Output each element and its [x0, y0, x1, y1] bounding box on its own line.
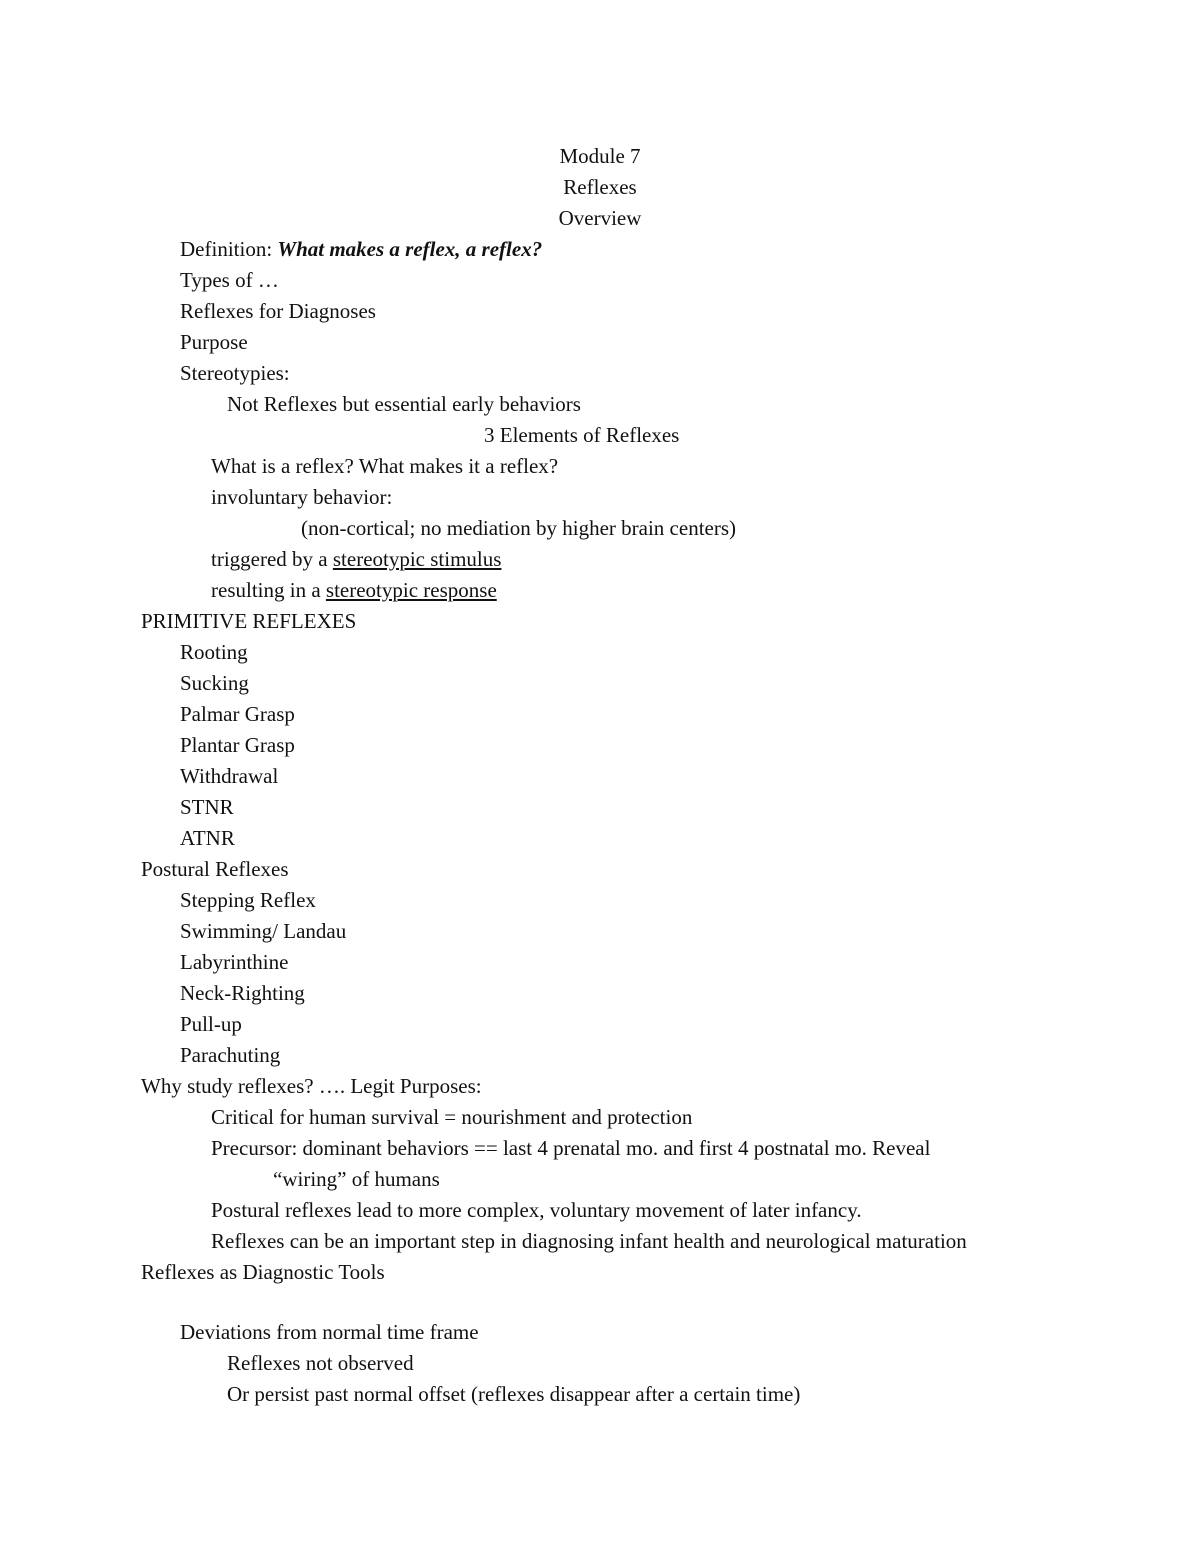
involuntary-line: involuntary behavior: [211, 485, 393, 509]
primitive-item: STNR [180, 795, 234, 819]
persist-line: Or persist past normal offset (reflexes disappear after a certain time) [227, 1382, 801, 1406]
deviations-line: Deviations from normal time frame [180, 1320, 479, 1344]
postural-item: Stepping Reflex [180, 888, 316, 912]
why-item: Reflexes can be an important step in diagnosing infant health and neurological maturation [211, 1229, 967, 1253]
diagnostic-heading: Reflexes as Diagnostic Tools [141, 1260, 385, 1284]
overview-title: Overview [558, 206, 642, 230]
stereotypies-line: Stereotypies: [180, 361, 290, 385]
noncortical-line: (non-cortical; no mediation by higher brain centers) [301, 516, 737, 540]
diagnoses-line: Reflexes for Diagnoses [180, 299, 376, 323]
module-title: Module 7 [559, 144, 641, 168]
postural-item: Neck-Righting [180, 981, 305, 1005]
primitive-item: Rooting [180, 640, 248, 664]
primitive-item: Palmar Grasp [180, 702, 295, 726]
primitive-item: Plantar Grasp [180, 733, 295, 757]
definition-question: What makes a reflex, a reflex? [277, 237, 543, 261]
triggered-line [211, 546, 501, 572]
postural-heading: Postural Reflexes [141, 857, 289, 881]
purpose-line: Purpose [180, 330, 248, 354]
why-item: Precursor: dominant behaviors == last 4 prenatal mo. and first 4 postnatal mo. Reveal [211, 1136, 931, 1160]
resulting-line [211, 577, 497, 603]
postural-item: Pull-up [180, 1012, 242, 1036]
elements-heading: 3 Elements of Reflexes [484, 423, 680, 447]
topic-title: Reflexes [563, 175, 637, 199]
not-observed-line: Reflexes not observed [227, 1351, 414, 1375]
primitive-heading: PRIMITIVE REFLEXES [141, 609, 357, 633]
resulting-prefix: resulting in a [211, 578, 326, 602]
definition-line [180, 236, 542, 262]
postural-item: Swimming/ Landau [180, 919, 347, 943]
stereotypic-stimulus: stereotypic stimulus [332, 547, 502, 571]
stereotypic-response: stereotypic response [325, 578, 497, 602]
primitive-item: ATNR [180, 826, 235, 850]
primitive-item: Withdrawal [180, 764, 279, 788]
reflex-question: What is a reflex? What makes it a reflex? [211, 454, 559, 478]
why-item-continuation: “wiring” of humans [273, 1167, 440, 1191]
why-item: Critical for human survival = nourishment and protection [211, 1105, 693, 1129]
types-line: Types of … [180, 268, 279, 292]
definition-label: Definition: [180, 237, 278, 261]
stereotypies-note: Not Reflexes but essential early behaviors [227, 392, 581, 416]
postural-item: Parachuting [180, 1043, 281, 1067]
primitive-item: Sucking [180, 671, 249, 695]
why-item: Postural reflexes lead to more complex, voluntary movement of later infancy. [211, 1198, 862, 1222]
why-heading: Why study reflexes? …. Legit Purposes: [141, 1074, 482, 1098]
postural-item: Labyrinthine [180, 950, 289, 974]
triggered-prefix: triggered by a [211, 547, 333, 571]
